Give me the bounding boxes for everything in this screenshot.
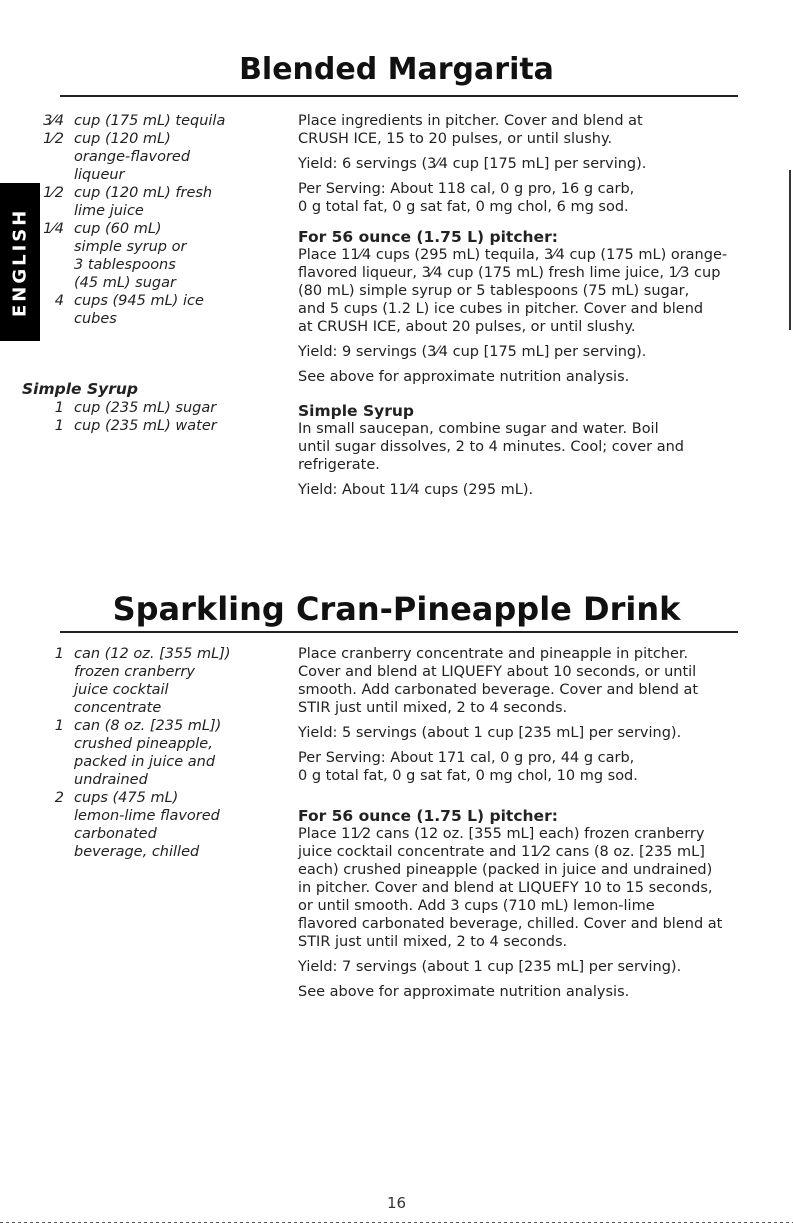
ingredient-text: can (8 oz. [235 mL]) crushed pineapple, packed in juice and undrained xyxy=(74,718,222,788)
ingredient-qty: 1⁄2 xyxy=(43,131,64,147)
ingredient-qty: 4 xyxy=(54,293,64,309)
ingredient-qty: 2 xyxy=(54,790,64,806)
pitcher-directions: Place 11⁄4 cups (295 mL) tequila, 3⁄4 cup (175 mL) orange- flavored liqueur, 3⁄4 cup (175 mL) fresh lime juice, 1⁄3 cup (80 mL) simple syrup or 5 tablespoons (75 mL) sugar, and 5 cups (1.2 L) ice cubes in pitcher. Cover and blend at CRUSH ICE, about 20 pulses, or until slushy. xyxy=(298,247,728,335)
language-tab-label: ENGLISH xyxy=(9,207,31,317)
nutrition-text: Per Serving: About 171 cal, 0 g pro, 44 g carb, 0 g total fat, 0 g sat fat, 0 mg chol, 10 mg sod. xyxy=(298,750,638,784)
ingredient-qty: 1 xyxy=(54,718,64,734)
directions-text: Place cranberry concentrate and pineapple in pitcher. Cover and blend at LIQUEFY about 10 seconds, or until smooth. Add carbonated beverage. Cover and blend at STIR just until mixed, 2 to 4 seconds. xyxy=(298,646,699,716)
ingredient-item xyxy=(22,399,282,417)
recipe-title-cran-pineapple: Sparkling Cran-Pineapple Drink xyxy=(112,590,681,628)
ingredient-qty: 1⁄4 xyxy=(43,221,64,237)
pitcher-directions: Place 11⁄2 cans (12 oz. [355 mL] each) frozen cranberry juice cocktail concentrate and 11⁄2 cans (8 oz. [235 mL] each) crushed pineapple (packed in juice and undrained) in pitcher. Cover and blend at LIQUEFY 10 to 15 seconds, or until smooth. Add 3 cups (710 mL) lemon-lime flavored carbonated beverage, chilled. Cover and blend at STIR just until mixed, 2 to 4 seconds. xyxy=(298,826,723,950)
ingredient-qty: 3⁄4 xyxy=(43,113,64,129)
pitcher-yield: Yield: 9 servings (3⁄4 cup [175 mL] per serving). xyxy=(298,344,647,360)
recipe-title-margarita: Blended Margarita xyxy=(239,52,554,87)
ingredient-qty: 1 xyxy=(54,418,64,434)
nutrition-text: Per Serving: About 118 cal, 0 g pro, 16 g carb, 0 g total fat, 0 g sat fat, 0 mg chol, 6 mg sod. xyxy=(298,181,635,215)
ingredient-text: cup (235 mL) water xyxy=(74,418,217,434)
ingredient-item xyxy=(22,417,282,435)
title-rule xyxy=(60,95,738,97)
ingredient-text: cup (235 mL) sugar xyxy=(74,400,217,416)
ingredient-item xyxy=(42,717,292,789)
ingredient-item xyxy=(42,112,282,130)
syrup-directions-heading: Simple Syrup xyxy=(298,402,414,420)
ingredient-text: cup (175 mL) tequila xyxy=(74,113,226,129)
ingredient-list-syrup xyxy=(22,380,282,435)
ingredient-qty: 1⁄2 xyxy=(43,185,64,201)
ingredient-text: cup (120 mL) orange-flavored liqueur xyxy=(74,131,191,183)
ingredient-qty: 1 xyxy=(54,646,64,662)
pitcher-heading: For 56 ounce (1.75 L) pitcher: xyxy=(298,228,558,246)
ingredient-item xyxy=(42,184,282,220)
ingredient-item xyxy=(42,789,292,861)
ingredient-text: cup (120 mL) fresh lime juice xyxy=(74,185,213,219)
ingredient-item xyxy=(42,220,282,292)
yield-text: Yield: 6 servings (3⁄4 cup [175 mL] per serving). xyxy=(298,156,647,172)
pitcher-heading: For 56 ounce (1.75 L) pitcher: xyxy=(298,807,558,825)
ingredient-text: cup (60 mL) simple syrup or 3 tablespoons (45 mL) sugar xyxy=(74,221,187,291)
syrup-directions: In small saucepan, combine sugar and water. Boil until sugar dissolves, 2 to 4 minutes. Cool; cover and refrigerate. xyxy=(298,421,684,473)
pitcher-yield: Yield: 7 servings (about 1 cup [235 mL] per serving). xyxy=(298,959,682,975)
see-above-note: See above for approximate nutrition analysis. xyxy=(298,984,630,1000)
directions-text: Place ingredients in pitcher. Cover and blend at CRUSH ICE, 15 to 20 pulses, or until slushy. xyxy=(298,113,643,147)
see-above-note: See above for approximate nutrition analysis. xyxy=(298,369,630,385)
bottom-dotted-line xyxy=(0,1222,793,1223)
directions-cran-pineapple xyxy=(298,645,783,1008)
ingredient-text: can (12 oz. [355 mL]) frozen cranberry juice cocktail concentrate xyxy=(74,646,231,716)
yield-text: Yield: 5 servings (about 1 cup [235 mL] per serving). xyxy=(298,725,682,741)
ingredient-text: cups (945 mL) ice cubes xyxy=(74,293,204,327)
syrup-subheading: Simple Syrup xyxy=(22,380,138,398)
title-rule xyxy=(60,631,738,633)
ingredient-list-cran-pineapple xyxy=(42,645,292,861)
page-edge-line xyxy=(789,170,791,330)
ingredient-item xyxy=(42,292,282,328)
ingredient-text: cups (475 mL) lemon-lime flavored carbonated beverage, chilled xyxy=(74,790,220,860)
ingredient-item xyxy=(42,645,292,717)
page-number: 16 xyxy=(386,1194,407,1212)
ingredient-item xyxy=(42,130,282,184)
syrup-yield: Yield: About 11⁄4 cups (295 mL). xyxy=(298,482,534,498)
ingredient-qty: 1 xyxy=(54,400,64,416)
ingredient-list-margarita xyxy=(42,112,282,328)
directions-margarita xyxy=(298,112,768,506)
